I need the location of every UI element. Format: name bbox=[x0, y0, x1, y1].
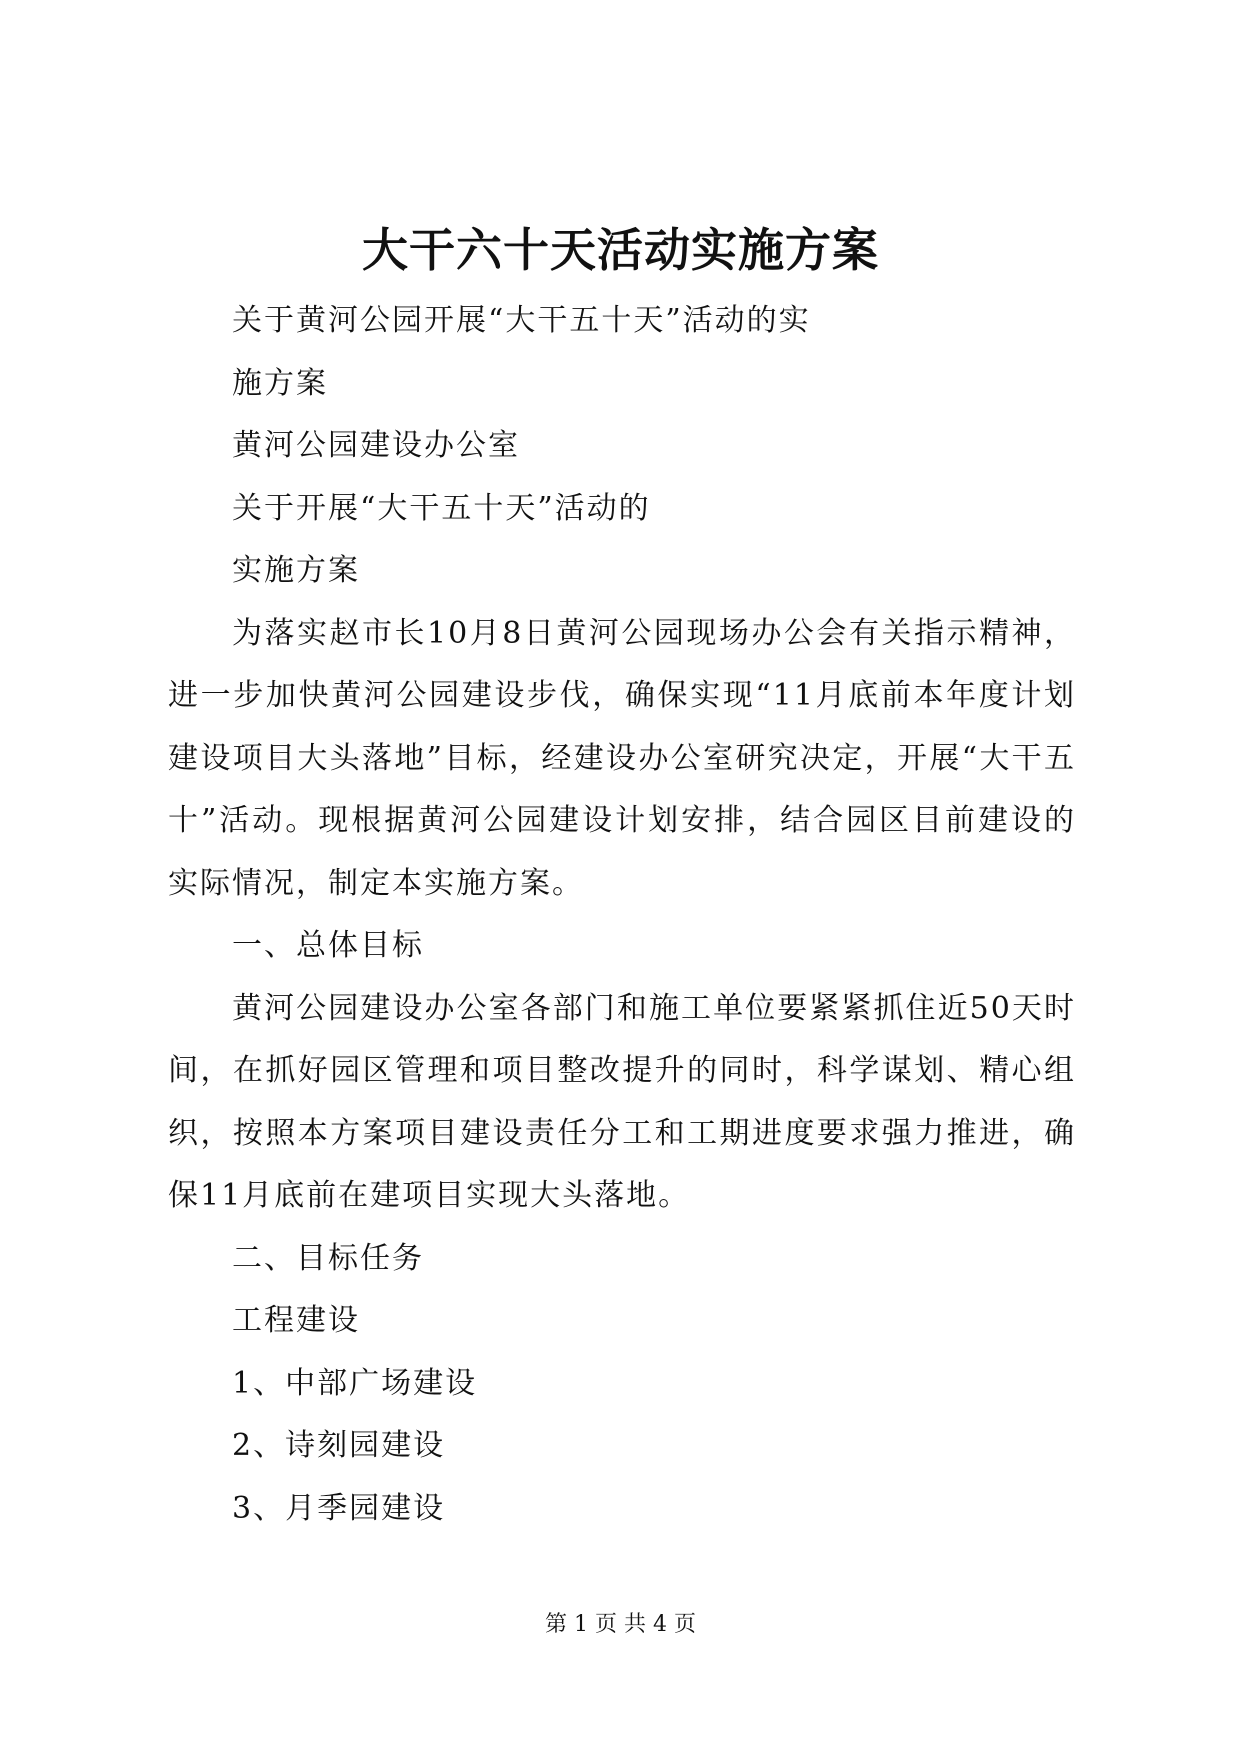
paragraph-3: 黄河公园建设办公室 bbox=[232, 428, 520, 463]
paragraph-8: 黄河公园建设办公室各部门和施工单位要紧紧抓住近50天时间，在抓好园区管理和项目整改提升的同时，科学谋划、精心组织，按照本方案项目建设责任分工和工期进度要求强力推进，确保11月底前在建项目实现大头落地。 bbox=[168, 990, 1076, 1213]
page-footer: 第 1 页 共 4 页 bbox=[545, 1612, 696, 1637]
paragraph-5: 实施方案 bbox=[232, 553, 360, 588]
paragraph-7: 一、总体目标 bbox=[232, 928, 424, 963]
paragraph-12: 2、诗刻园建设 bbox=[232, 1428, 446, 1463]
document-title: 大干六十天活动实施方案 bbox=[362, 223, 879, 277]
paragraph-13: 3、月季园建设 bbox=[232, 1490, 446, 1526]
paragraph-6: 为落实赵市长10月8日黄河公园现场办公会有关指示精神，进一步加快黄河公园建设步伐，确保实现“11月底前本年度计划建设项目大头落地”目标，经建设办公室研究决定，开展“大干五十”活动。现根据黄河公园建设计划安排，结合园区目前建设的实际情况，制定本实施方案。 bbox=[168, 615, 1076, 901]
paragraph-4: 关于开展“大干五十天”活动的 bbox=[232, 490, 651, 526]
paragraph-1: 关于黄河公园开展“大干五十天”活动的实 bbox=[232, 303, 811, 338]
paragraph-10: 工程建设 bbox=[232, 1303, 360, 1338]
paragraph-9: 二、目标任务 bbox=[232, 1240, 424, 1276]
paragraph-11: 1、中部广场建设 bbox=[232, 1365, 478, 1401]
paragraph-2: 施方案 bbox=[232, 365, 328, 401]
document-body bbox=[168, 290, 1076, 1540]
